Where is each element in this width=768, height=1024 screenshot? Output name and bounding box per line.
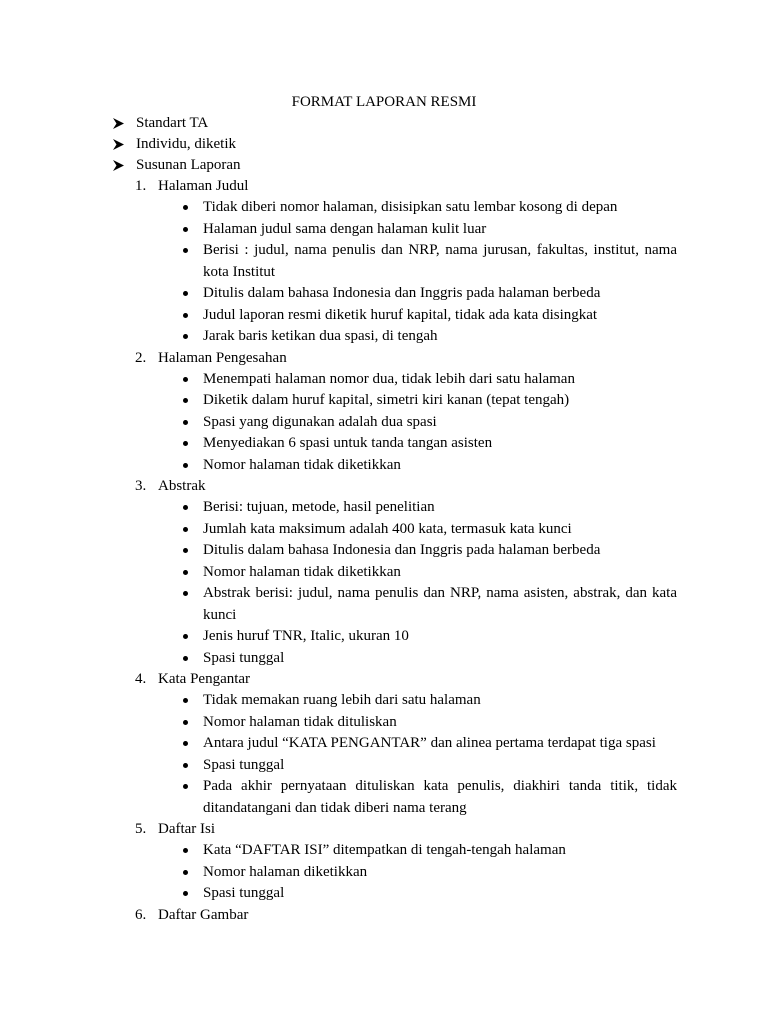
- bullet-list: [0, 369, 768, 477]
- bullet-item: [203, 240, 677, 283]
- section-number: 5.: [135, 821, 147, 837]
- bullet-dot-icon: [183, 505, 188, 510]
- bullet-item: [203, 497, 677, 519]
- bullet-item: [203, 197, 677, 219]
- bullet-text: Jarak baris ketikan dua spasi, di tengah: [203, 328, 438, 344]
- bullet-item: [203, 712, 677, 734]
- bullet-dot-icon: [183, 420, 188, 425]
- bullet-item: [203, 305, 677, 327]
- section: [0, 905, 768, 926]
- section-number: 2.: [135, 349, 147, 366]
- section-number: 3.: [135, 478, 147, 494]
- bullet-dot-icon: [183, 227, 188, 232]
- arrow-bullet-icon: [113, 155, 127, 176]
- bullet-item: [203, 326, 677, 348]
- bullet-item: [203, 776, 677, 819]
- bullet-dot-icon: [183, 377, 188, 382]
- bullet-dot-icon: [183, 463, 188, 468]
- bullet-dot-icon: [183, 634, 188, 639]
- bullet-dot-icon: [183, 784, 188, 789]
- bullet-dot-icon: [183, 248, 188, 253]
- bullet-dot-icon: [183, 398, 188, 403]
- bullet-dot-icon: [183, 441, 188, 446]
- bullet-text: Diketik dalam huruf kapital, simetri kiri kanan (tepat tengah): [203, 392, 570, 408]
- numbered-sections: [0, 176, 768, 926]
- bullet-item: [203, 862, 677, 884]
- section-heading: [0, 348, 768, 369]
- bullet-item: [203, 519, 677, 541]
- bullet-text: Jenis huruf TNR, Italic, ukuran 10: [203, 628, 409, 644]
- bullet-list: [0, 497, 768, 669]
- section-heading: [0, 905, 768, 926]
- bullet-item: [203, 733, 677, 755]
- section-heading: [0, 476, 768, 497]
- bullet-dot-icon: [183, 334, 188, 339]
- bullet-item: [203, 390, 677, 412]
- bullet-text: Kata “DAFTAR ISI” ditempatkan di tengah-tengah halaman: [203, 842, 566, 858]
- arrow-bullet-icon: [113, 113, 127, 134]
- bullet-item: [203, 219, 677, 241]
- arrow-list-item-text: Standart TA: [136, 115, 209, 131]
- bullet-dot-icon: [183, 313, 188, 318]
- bullet-text: Spasi tunggal: [203, 756, 285, 773]
- bullet-text: Antara judul “KATA PENGANTAR” dan alinea pertama terdapat tiga spasi: [203, 735, 656, 751]
- bullet-dot-icon: [183, 891, 188, 896]
- section-title: Daftar Isi: [158, 821, 216, 837]
- section-title: Abstrak: [158, 478, 206, 494]
- bullet-text: Ditulis dalam bahasa Indonesia dan Inggris pada halaman berbeda: [203, 542, 601, 558]
- section: [0, 819, 768, 905]
- section-number: 1.: [135, 178, 147, 194]
- bullet-item: [203, 455, 677, 477]
- bullet-text: Abstrak berisi: judul, nama penulis dan NRP, nama asisten, abstrak, dan kata kunci: [203, 585, 677, 623]
- section-title: Halaman Judul: [158, 178, 249, 194]
- bullet-text: Halaman judul sama dengan halaman kulit luar: [203, 220, 487, 237]
- bullet-list: [0, 690, 768, 819]
- bullet-item: [203, 840, 677, 862]
- bullet-text: Nomor halaman tidak dituliskan: [203, 713, 397, 730]
- page-title: FORMAT LAPORAN RESMI: [291, 94, 477, 110]
- section: [0, 348, 768, 477]
- bullet-dot-icon: [183, 720, 188, 725]
- bullet-text: Berisi : judul, nama penulis dan NRP, nama jurusan, fakultas, institut, nama kota Institut: [203, 242, 677, 280]
- bullet-text: Menyediakan 6 spasi untuk tanda tangan asisten: [203, 435, 493, 451]
- bullet-text: Pada akhir pernyataan dituliskan kata penulis, diakhiri tanda titik, tidak ditandatangani dan tidak diberi nama terang: [203, 778, 677, 816]
- bullet-text: Spasi tunggal: [203, 885, 285, 901]
- bullet-item: [203, 283, 677, 305]
- bullet-item: [203, 433, 677, 455]
- section: [0, 176, 768, 348]
- bullet-dot-icon: [183, 656, 188, 661]
- arrow-bullet-icon: [113, 134, 127, 155]
- bullet-text: Spasi tunggal: [203, 649, 285, 666]
- bullet-dot-icon: [183, 741, 188, 746]
- bullet-dot-icon: [183, 848, 188, 853]
- bullet-dot-icon: [183, 205, 188, 210]
- bullet-dot-icon: [183, 870, 188, 875]
- section-heading: [0, 669, 768, 690]
- arrow-list-item-text: Susunan Laporan: [136, 157, 241, 173]
- bullet-dot-icon: [183, 763, 188, 768]
- bullet-item: [203, 883, 677, 905]
- bullet-list: [0, 197, 768, 348]
- bullet-text: Tidak memakan ruang lebih dari satu halaman: [203, 692, 481, 708]
- bullet-dot-icon: [183, 591, 188, 596]
- bullet-text: Judul laporan resmi diketik huruf kapital, tidak ada kata disingkat: [203, 306, 598, 323]
- bullet-dot-icon: [183, 291, 188, 296]
- bullet-text: Berisi: tujuan, metode, hasil penelitian: [203, 499, 435, 515]
- bullet-dot-icon: [183, 570, 188, 575]
- arrow-list-item-text: Individu, diketik: [136, 136, 236, 152]
- bullet-item: [203, 626, 677, 648]
- bullet-item: [203, 583, 677, 626]
- bullet-text: Ditulis dalam bahasa Indonesia dan Inggris pada halaman berbeda: [203, 285, 601, 301]
- bullet-dot-icon: [183, 698, 188, 703]
- bullet-item: [203, 562, 677, 584]
- bullet-item: [203, 690, 677, 712]
- section-title: Daftar Gambar: [158, 906, 249, 923]
- bullet-text: Tidak diberi nomor halaman, disisipkan satu lembar kosong di depan: [203, 199, 618, 215]
- bullet-text: Spasi yang digunakan adalah dua spasi: [203, 413, 437, 430]
- bullet-list: [0, 840, 768, 905]
- bullet-dot-icon: [183, 527, 188, 532]
- bullet-text: Nomor halaman tidak diketikkan: [203, 563, 401, 580]
- bullet-item: [203, 369, 677, 391]
- bullet-item: [203, 540, 677, 562]
- section: [0, 669, 768, 819]
- bullet-text: Nomor halaman diketikkan: [203, 863, 368, 880]
- section-title: Kata Pengantar: [158, 671, 251, 687]
- bullet-text: Nomor halaman tidak diketikkan: [203, 456, 401, 473]
- section: [0, 476, 768, 669]
- bullet-text: Menempati halaman nomor dua, tidak lebih dari satu halaman: [203, 370, 575, 387]
- section-title: Halaman Pengesahan: [158, 349, 287, 366]
- bullet-dot-icon: [183, 548, 188, 553]
- bullet-item: [203, 755, 677, 777]
- bullet-item: [203, 412, 677, 434]
- section-heading: [0, 176, 768, 197]
- bullet-text: Jumlah kata maksimum adalah 400 kata, termasuk kata kunci: [203, 520, 572, 537]
- bullet-item: [203, 648, 677, 670]
- section-heading: [0, 819, 768, 840]
- section-number: 6.: [135, 906, 147, 923]
- section-number: 4.: [135, 671, 147, 687]
